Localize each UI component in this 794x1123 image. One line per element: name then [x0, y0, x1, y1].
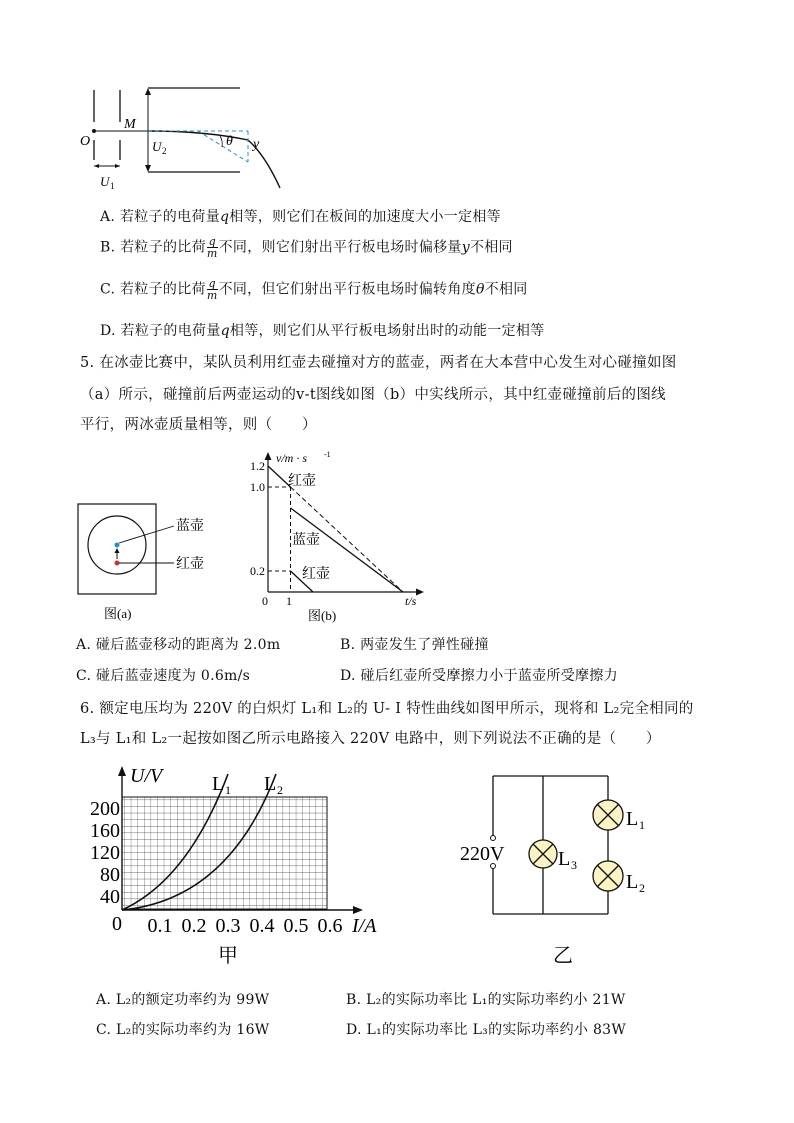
- ui-xtick-0.3: 0.3: [215, 915, 241, 937]
- vt-xlabel: t/s: [405, 594, 417, 608]
- circuit-l3: L: [558, 848, 571, 870]
- caption-fig-a: 图(a): [104, 606, 132, 621]
- vt-origin: 0: [262, 594, 268, 608]
- label-u1-sub: 1: [110, 181, 115, 191]
- q5-line-1: 5. 在冰壶比赛中，某队员利用红壶去碰撞对方的蓝壶，两者在大本营中心发生对心碰撞如图: [80, 355, 677, 371]
- q4-c-mid: 不同，但它们射出平行板电场时偏转角度: [218, 281, 476, 298]
- vt-label-blue: 蓝壶: [292, 533, 320, 548]
- q5-option-d[interactable]: D. 碰后红壶所受摩擦力小于蓝壶所受摩擦力: [340, 668, 618, 684]
- q4-b-mid: 不同，则它们射出平行板电场时偏移量: [218, 239, 462, 256]
- q4-option-a[interactable]: [100, 206, 501, 226]
- ui-xtick-0.1: 0.1: [147, 915, 173, 937]
- ui-xtick-0.5: 0.5: [283, 915, 309, 937]
- q6-option-c[interactable]: C. L₂的实际功率约为 16W: [96, 1022, 270, 1038]
- q4-c-post: 不相同: [484, 281, 528, 298]
- label-u2: U: [152, 139, 162, 154]
- ui-label-l1: L: [212, 773, 225, 795]
- q6-option-a[interactable]: A. L₂的额定功率约为 99W: [96, 992, 270, 1008]
- vt-ylabel-sup: -1: [324, 450, 331, 459]
- curling-figure-a: [70, 500, 230, 625]
- q4-option-d[interactable]: [100, 320, 545, 340]
- q6-option-b[interactable]: B. L₂的实际功率比 L₁的实际功率约小 21W: [346, 992, 626, 1008]
- lamp-l2: [593, 861, 623, 891]
- q6-line-2: L₃与 L₁和 L₂一起按如图乙所示电路接入 220V 电路中，则下列说法不正确的是（ ）: [80, 731, 661, 747]
- q4-b-fraction: $\frac{q}{m}$: [206, 235, 218, 260]
- ui-xlabel: I/A: [352, 915, 377, 937]
- vt-y-arrow: [265, 452, 272, 460]
- q4-a-pre: A. 若粒子的电荷量: [100, 209, 221, 225]
- circuit-diagram: [455, 768, 665, 973]
- red-stone: [115, 561, 120, 566]
- q5-option-b[interactable]: B. 两壶发生了弹性碰撞: [340, 637, 489, 653]
- circuit-l2-sub: 2: [639, 881, 645, 895]
- q4-option-b[interactable]: [100, 236, 513, 259]
- label-theta: θ: [226, 134, 233, 149]
- q4-a-var: q: [220, 209, 230, 225]
- q4-d-var: q: [220, 323, 230, 339]
- vt-ytick: 1.2: [250, 459, 265, 473]
- q6-option-d[interactable]: D. L₁的实际功率比 L₃的实际功率约小 83W: [346, 1022, 627, 1038]
- q5-option-a[interactable]: A. 碰后蓝壶移动的距离为 2.0m: [76, 637, 281, 653]
- ui-ylabel: U/V: [130, 765, 163, 787]
- lamp-l3: [529, 840, 557, 868]
- vt-ytick: 0.2: [250, 564, 265, 578]
- ui-label-l1-sub: 1: [225, 783, 231, 797]
- ui-ytick-40: 40: [100, 886, 120, 908]
- circuit-l3-sub: 3: [571, 858, 577, 872]
- ui-origin: 0: [112, 913, 122, 935]
- ui-xtick-0.6: 0.6: [317, 915, 343, 937]
- label-blue-stone: 蓝壶: [176, 519, 204, 534]
- ui-ytick-200: 200: [90, 798, 120, 820]
- label-m: M: [124, 117, 136, 132]
- label-o: O: [80, 134, 91, 149]
- label-y: y: [253, 137, 260, 152]
- ui-caption: 甲: [218, 945, 238, 967]
- vt-xtick-1: 1: [286, 594, 292, 608]
- vt-x-arrow: [416, 589, 424, 596]
- ui-xtick-0.4: 0.4: [249, 915, 275, 937]
- q4-b-var: y: [461, 239, 470, 256]
- vt-label-red-top: 红壶: [288, 474, 316, 489]
- ui-characteristic-chart: [78, 760, 398, 970]
- lamp-l1: [593, 800, 623, 830]
- circuit-l1: L: [626, 808, 639, 830]
- q4-a-post: 相等，则它们在板间的加速度大小一定相等: [229, 209, 501, 225]
- label-u2-sub: 2: [162, 146, 167, 156]
- circuit-l1-sub: 1: [639, 818, 645, 832]
- ui-label-l2-sub: 2: [277, 783, 283, 797]
- ui-ytick-80: 80: [100, 864, 120, 886]
- q4-option-c[interactable]: [100, 278, 528, 301]
- circuit-voltage: 220V: [460, 843, 505, 865]
- circuit-l2: L: [626, 871, 639, 893]
- circuit-caption: 乙: [553, 945, 573, 967]
- q4-c-pre: C. 若粒子的比荷: [100, 281, 206, 298]
- vt-chart: [240, 448, 430, 628]
- vt-caption: 图(b): [308, 608, 337, 623]
- ui-ytick-160: 160: [90, 820, 120, 842]
- q6-line-1: 6. 额定电压均为 220V 的白炽灯 L₁和 L₂的 U- I 特性曲线如图甲所示，现将和 L₂完全相同的: [80, 701, 694, 717]
- label-red-stone: 红壶: [176, 557, 204, 572]
- deflection-diagram: [70, 80, 300, 195]
- q5-line-2: （a）所示，碰撞前后两壶运动的v-t图线如图（b）中实线所示，其中红壶碰撞前后的图线: [80, 387, 666, 403]
- vt-label-red-bottom: 红壶: [302, 567, 330, 582]
- ui-xtick-0.2: 0.2: [181, 915, 207, 937]
- label-u1: U: [100, 174, 110, 189]
- ui-ytick-120: 120: [90, 842, 120, 864]
- blue-stone: [115, 543, 120, 548]
- q4-b-pre: B. 若粒子的比荷: [100, 239, 206, 256]
- q4-b-post: 不相同: [469, 239, 513, 256]
- vt-ylabel: v/m · s: [276, 451, 307, 465]
- q5-option-c[interactable]: C. 碰后蓝壶速度为 0.6m/s: [76, 668, 251, 684]
- q4-d-pre: D. 若粒子的电荷量: [100, 323, 221, 339]
- ui-label-l2: L: [264, 773, 277, 795]
- q4-c-var: θ: [475, 281, 485, 298]
- vt-ytick: 1.0: [250, 480, 265, 494]
- q4-d-post: 相等，则它们从平行板电场射出时的动能一定相等: [229, 323, 545, 339]
- q4-c-fraction: $\frac{q}{m}$: [206, 277, 218, 302]
- q5-line-3: 平行，两冰壶质量相等，则（ ）: [80, 417, 317, 433]
